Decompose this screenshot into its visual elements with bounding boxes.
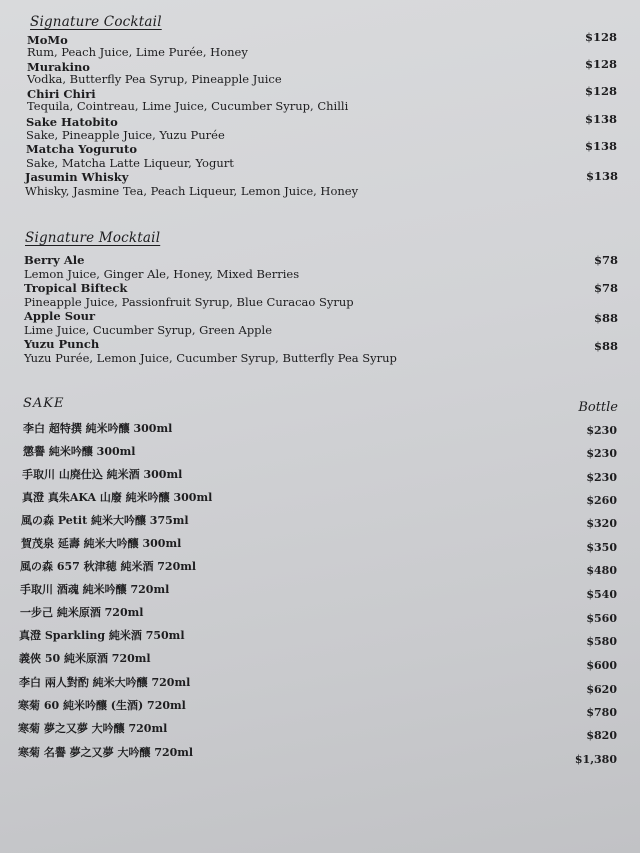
item-description: Lime Juice, Cucumber Syrup, Green Apple [24, 323, 273, 337]
menu-item [0, 337, 640, 365]
sake-item [0, 443, 640, 465]
sake-name: 真澄 Sparkling 純米酒 750ml [19, 629, 185, 642]
item-price: $138 [585, 169, 618, 183]
item-price: $128 [584, 84, 617, 98]
sake-price: $230 [586, 447, 617, 460]
sake-price: $580 [586, 635, 617, 648]
item-name: Tropical Bifteck [24, 281, 128, 295]
menu-item [0, 253, 640, 281]
bottle-column-label: Bottle [578, 400, 618, 415]
menu-item [0, 139, 640, 170]
item-price: $88 [593, 339, 618, 353]
sake-price: $480 [586, 564, 617, 577]
sake-price: $780 [586, 706, 617, 719]
item-price: $138 [584, 139, 617, 153]
sake-item [0, 581, 640, 603]
menu-item [0, 309, 640, 337]
menu-item [0, 30, 640, 61]
item-description: Tequila, Cointreau, Lime Juice, Cucumber Syrup, Chilli [27, 99, 349, 113]
sake-price: $560 [586, 612, 617, 625]
item-name: Apple Sour [24, 309, 96, 323]
sake-price: $230 [586, 471, 617, 484]
menu-item [0, 170, 640, 198]
sake-item [0, 512, 640, 534]
menu-item [0, 57, 640, 88]
sake-item [0, 604, 640, 626]
sake-name: 寒菊 60 純米吟釀 (生酒) 720ml [18, 699, 186, 712]
item-description: Rum, Peach Juice, Lime Purée, Honey [27, 45, 248, 59]
menu-item [0, 112, 640, 143]
item-price: $88 [593, 311, 618, 325]
sake-price: $540 [586, 588, 617, 601]
sake-price: $620 [586, 683, 617, 696]
sake-name: 寒菊 名譽 夢之又夢 大吟釀 720ml [18, 746, 194, 759]
cocktail-heading: Signature Cocktail [30, 14, 162, 30]
sake-name: 懲譽 純米吟釀 300ml [23, 445, 136, 458]
item-description: Sake, Pineapple Juice, Yuzu Purée [26, 128, 225, 142]
sake-name: 風の森 Petit 純米大吟釀 375ml [21, 514, 189, 527]
item-name: Matcha Yoguruto [26, 142, 137, 156]
sake-item [0, 720, 640, 742]
item-description: Sake, Matcha Latte Liqueur, Yogurt [26, 156, 234, 170]
sake-price: $350 [586, 541, 617, 554]
sake-item [0, 489, 640, 511]
item-name: Yuzu Punch [24, 337, 100, 351]
sake-price: $600 [586, 659, 617, 672]
sake-name: 真澄 真朱AKA 山廢 純米吟釀 300ml [22, 491, 213, 504]
sake-heading: SAKE [23, 396, 65, 411]
sake-name: 寒菊 夢之又夢 大吟釀 720ml [18, 722, 168, 735]
item-name: Berry Ale [24, 253, 85, 267]
sake-name: 手取川 山廃仕込 純米酒 300ml [22, 468, 183, 481]
item-name: Chiri Chiri [27, 87, 96, 101]
item-description: Lemon Juice, Ginger Ale, Honey, Mixed Berries [24, 267, 300, 281]
sake-item [0, 535, 640, 557]
sake-item [0, 420, 640, 442]
sake-price: $260 [586, 494, 617, 507]
item-price: $78 [593, 281, 618, 295]
item-price: $128 [584, 30, 617, 44]
sake-name: 李白 兩人對酌 純米大吟釀 720ml [19, 676, 191, 689]
sake-price: $1,380 [574, 753, 617, 766]
menu-item [0, 84, 640, 115]
sake-item [0, 697, 640, 719]
item-name: Murakino [27, 60, 90, 74]
sake-name: 風の森 657 秋津穂 純米酒 720ml [20, 560, 197, 573]
item-description: Yuzu Purée, Lemon Juice, Cucumber Syrup, Butterfly Pea Syrup [24, 351, 397, 365]
sake-item [0, 674, 640, 696]
item-description: Whisky, Jasmine Tea, Peach Liqueur, Lemon Juice, Honey [25, 184, 359, 198]
item-name: Sake Hatobito [26, 115, 118, 129]
sake-item [0, 744, 640, 766]
sake-name: 賀茂泉 延壽 純米大吟釀 300ml [21, 537, 182, 550]
sake-name: 一步己 純米原酒 720ml [20, 606, 144, 619]
sake-item [0, 627, 640, 649]
sake-price: $320 [586, 517, 617, 530]
mocktail-heading: Signature Mocktail [25, 230, 161, 246]
menu-item [0, 281, 640, 309]
sake-item [0, 650, 640, 672]
item-description: Pineapple Juice, Passionfruit Syrup, Blue Curacao Syrup [24, 295, 354, 309]
item-name: MoMo [27, 33, 68, 47]
sake-price: $230 [586, 424, 617, 437]
sake-price: $820 [586, 729, 617, 742]
sake-item [0, 466, 640, 488]
item-price: $138 [584, 112, 617, 126]
item-price: $128 [584, 57, 617, 71]
sake-name: 手取川 酒魂 純米吟釀 720ml [20, 583, 170, 596]
item-description: Vodka, Butterfly Pea Syrup, Pineapple Juice [27, 72, 282, 86]
sake-item [0, 558, 640, 580]
item-price: $78 [593, 253, 618, 267]
sake-name: 義俠 50 純米原酒 720ml [19, 652, 151, 665]
item-name: Jasumin Whisky [25, 170, 129, 184]
sake-name: 李白 超特撰 純米吟釀 300ml [23, 422, 173, 435]
